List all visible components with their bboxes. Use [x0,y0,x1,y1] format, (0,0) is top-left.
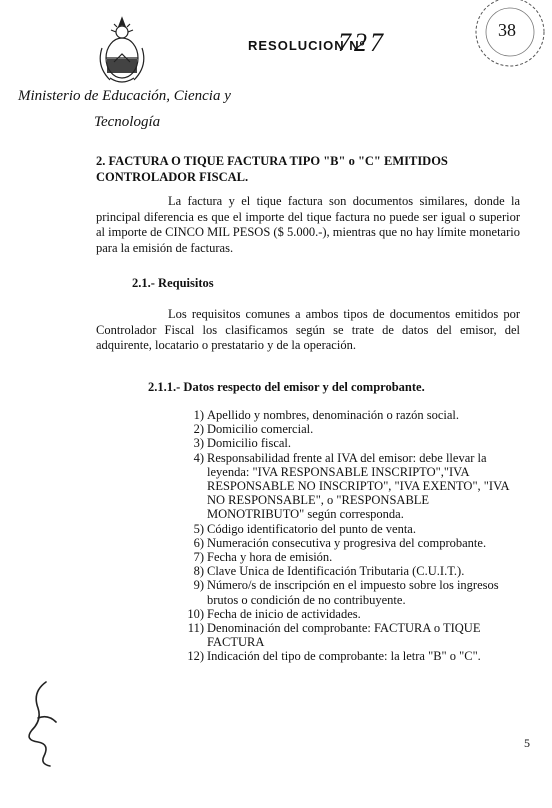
item-text: Numeración consecutiva y progresiva del comprobante. [207,535,487,550]
item-text: Número/s de inscripción en el impuesto sobre los ingresos brutos o condición de no contribuyente. [207,578,499,607]
item-number: 1) [193,408,204,422]
item-text: Indicación del tipo de comprobante: la letra "B" o "C". [207,649,481,664]
item-text: Fecha de inicio de actividades. [207,606,361,621]
item-number: 11) [187,621,204,636]
section-2-1-title: 2.1.- Requisitos [132,276,214,290]
item-number: 3) [193,436,204,451]
item-number: 2) [193,422,204,437]
ministry-name-line2: Tecnología [94,114,161,130]
item-text: Domicilio comercial. [207,422,314,437]
item-number: 6) [193,535,204,550]
item-number: 9) [193,578,204,593]
section-2-1-1-title: 2.1.1.- Datos respecto del emisor y del comprobante. [148,380,425,394]
resolution-label: RESOLUCION Nº [248,38,366,53]
item-text: Apellido y nombres, denominación o razón social. [207,408,460,422]
list-item [186,522,526,536]
list-item [186,436,526,450]
resolution-number: 727 [338,28,386,57]
list-item [186,550,526,564]
page-number: 5 [524,736,530,750]
requirements-list [186,408,526,664]
section-2-1-paragraph: Los requisitos comunes a ambos tipos de documentos emitidos por Controlador Fiscal los clasificamos según se trate de datos del emisor, del adquirente, locatario o prestatario y de la operación. [96,307,520,352]
list-item [186,649,526,663]
item-number: 8) [193,564,204,579]
item-number: 10) [187,606,204,621]
item-text: Código identificatorio del punto de venta. [207,521,416,536]
list-item [186,621,526,649]
list-item [186,578,526,606]
section-2-title: 2. FACTURA O TIQUE FACTURA TIPO "B" o "C" EMITIDOS CONTROLADOR FISCAL. [96,154,448,184]
item-number: 7) [193,550,204,565]
list-item [186,536,526,550]
section-2-paragraph: La factura y el tique factura son documentos similares, donde la principal diferencia es que el importe del tique factura no puede ser igual o superior al importe de CINCO MIL PESOS ($ 5.000.-), mientras que no hay límite monetario para la emisión de facturas. [96,194,520,255]
item-text: Domicilio fiscal. [207,436,292,451]
stamp-number: 38 [498,20,516,40]
official-stamp [460,0,548,76]
list-item [186,451,526,522]
handwritten-signature [24,678,64,768]
list-item [186,422,526,436]
item-text: Fecha y hora de emisión. [207,550,333,565]
coat-of-arms-logo [94,12,150,88]
ministry-name-line1: Ministerio de Educación, Ciencia y [18,88,231,104]
item-number: 4) [193,450,204,465]
list-item [186,564,526,578]
item-number: 12) [187,649,204,664]
list-item [186,408,526,422]
item-text: Clave Unica de Identificación Tributaria (C.U.I.T.). [207,564,465,579]
item-text: Denominación del comprobante: FACTURA o TIQUE FACTURA [207,621,481,650]
item-number: 5) [193,521,204,536]
list-item [186,607,526,621]
item-text: Responsabilidad frente al IVA del emisor: debe llevar la leyenda: "IVA RESPONSABLE INSCRIPTO","IVA RESPONSABLE NO INSCRIPTO", "IVA EXENTO", "IVA NO RESPONSABLE", o "RESPONSABLE MONOTRIBUTO" según corresponda. [207,450,509,522]
